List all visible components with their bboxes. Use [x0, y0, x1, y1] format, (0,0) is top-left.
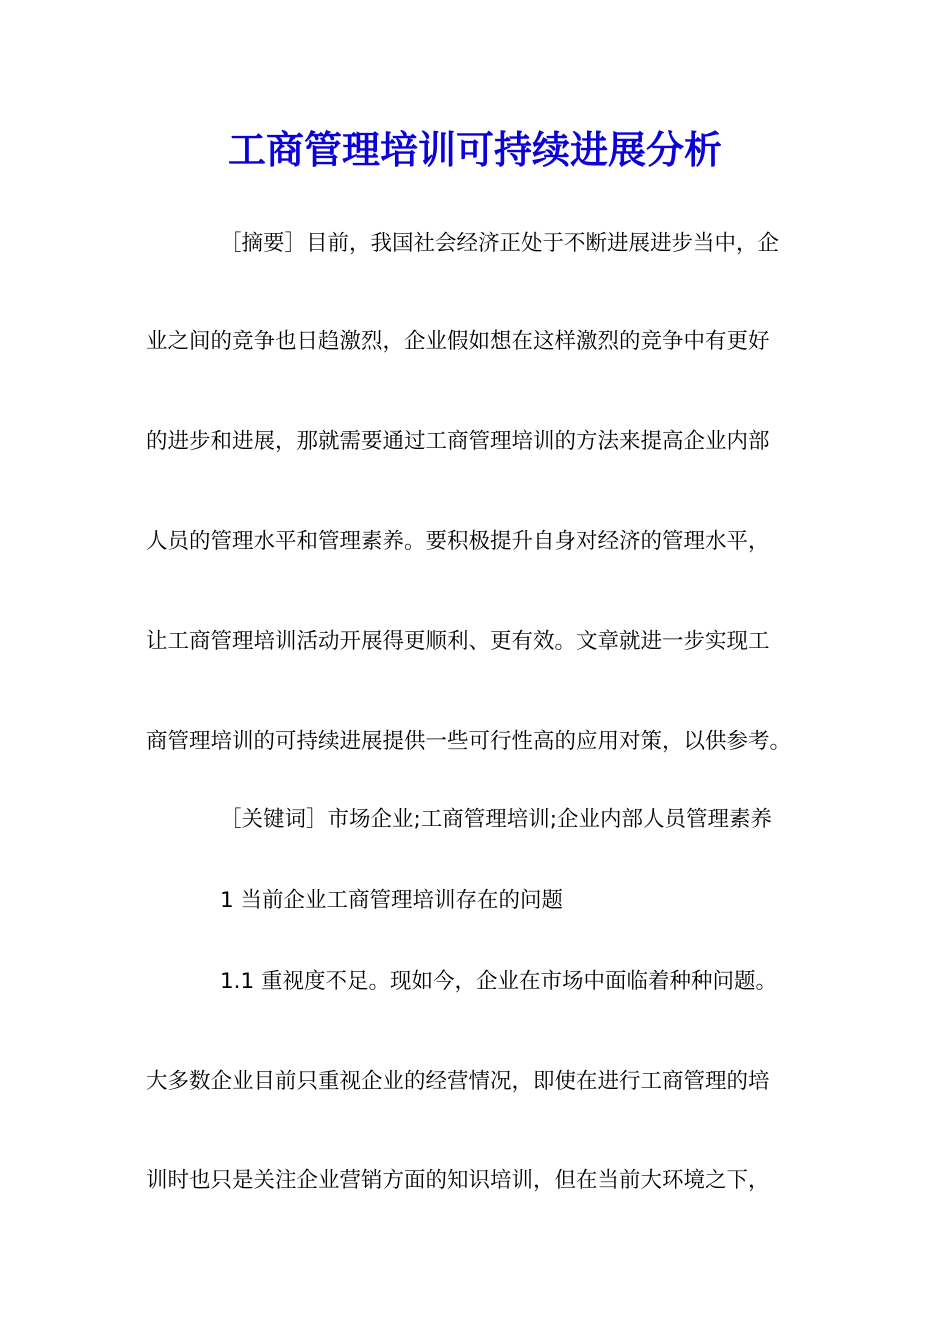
- abstract-line-1: ［摘要］目前，我国社会经济正处于不断进展进步当中，企: [220, 231, 780, 256]
- abstract-line-6: 商管理培训的可持续进展提供一些可行性高的应用对策，以供参考。: [146, 729, 792, 754]
- abstract-line-5: 让工商管理培训活动开展得更顺利、更有效。文章就进一步实现工: [146, 629, 770, 654]
- abstract-line-4: 人员的管理水平和管理素养。要积极提升自身对经济的管理水平，: [146, 529, 770, 554]
- subsection-line-1: 1.1 重视度不足。现如今，企业在市场中面临着种种问题。: [220, 969, 778, 994]
- section-heading: 1 当前企业工商管理培训存在的问题: [220, 888, 564, 913]
- document-title: 工商管理培训可持续进展分析: [227, 127, 722, 172]
- subsection-line-2: 大多数企业目前只重视企业的经营情况，即使在进行工商管理的培: [146, 1069, 770, 1094]
- subsection-line-3: 训时也只是关注企业营销方面的知识培训，但在当前大环境之下，: [146, 1168, 770, 1193]
- abstract-line-3: 的进步和进展，那就需要通过工商管理培训的方法来提高企业内部: [146, 429, 770, 454]
- keywords-line: ［关键词］市场企业;工商管理培训;企业内部人员管理素养: [220, 807, 772, 832]
- abstract-line-2: 业之间的竞争也日趋激烈，企业假如想在这样激烈的竞争中有更好: [146, 329, 770, 354]
